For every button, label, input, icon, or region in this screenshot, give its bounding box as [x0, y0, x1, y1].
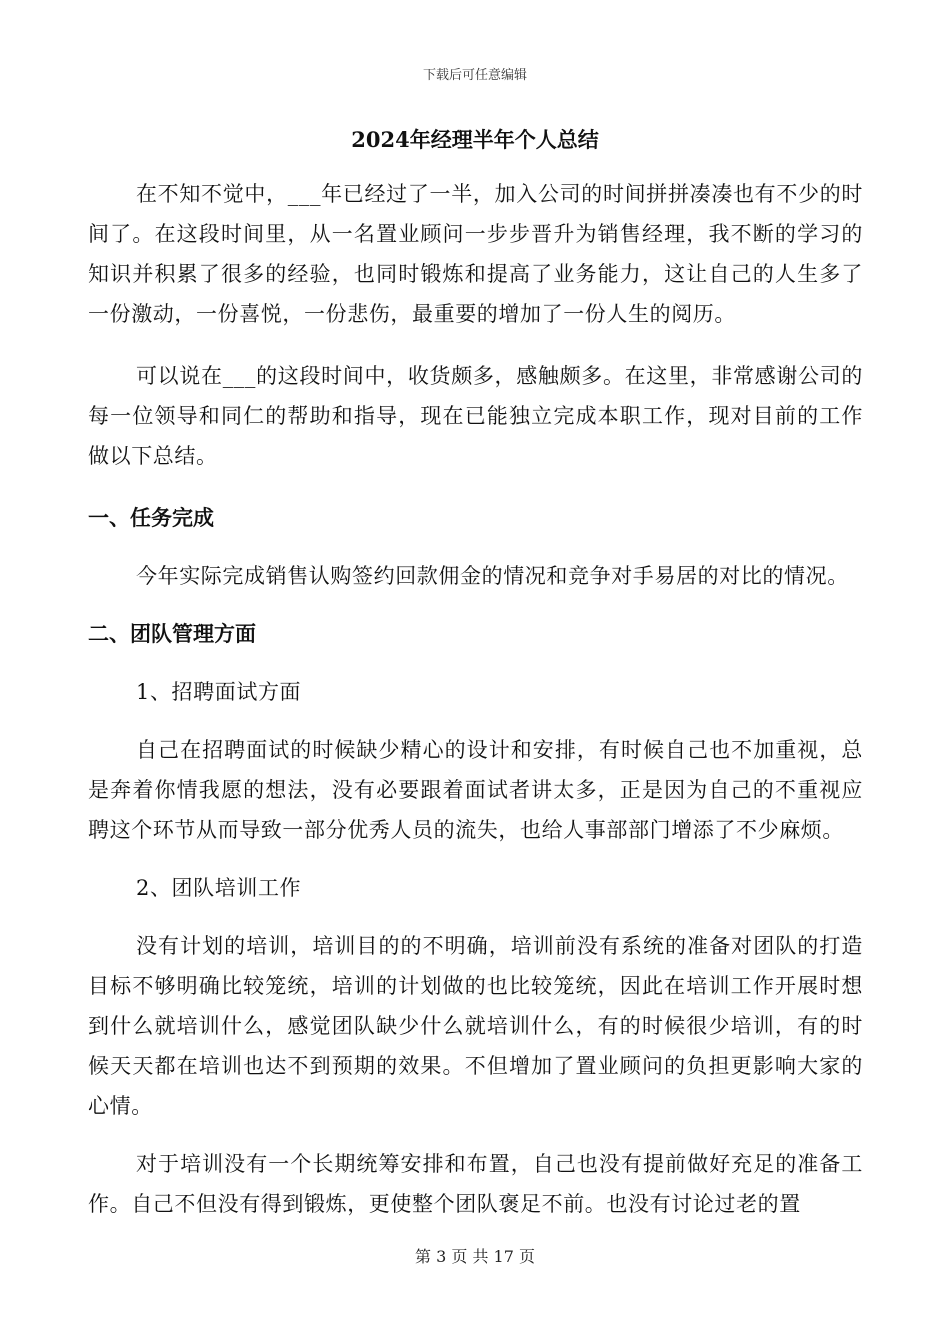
- intro-paragraph: 在不知不觉中，___年已经过了一半，加入公司的时间拼拼凑凑也有不少的时间了。在这段时间里，从一名置业顾问一步步晋升为销售经理，我不断的学习的知识并积累了很多的经验，也同时锻炼和提高了业务能力，这让自己的人生多了一份激动，一份喜悦，一份悲伤，最重要的增加了一份人生的阅历。: [88, 182, 863, 326]
- training-paragraph-2: 对于培训没有一个长期统筹安排和布置，自己也没有提前做好充足的准备工作。自己不但没有得到锻炼，更使整个团队褒足不前。也没有讨论过老的置: [88, 1152, 863, 1216]
- document-body: [88, 174, 863, 1224]
- section-heading-tasks: 一、任务完成: [88, 505, 214, 530]
- page-number: 第 3 页 共 17 页: [415, 1247, 535, 1266]
- page-header-note: 下载后可任意编辑: [422, 68, 527, 83]
- subheading-recruiting: 1、招聘面试方面: [136, 680, 302, 704]
- document-title: 2024年经理半年个人总结: [351, 127, 599, 152]
- training-paragraph-1: 没有计划的培训，培训目的的不明确，培训前没有系统的准备对团队的打造目标不够明确比较笼统，培训的计划做的也比较笼统，因此在培训工作开展时想到什么就培训什么，感觉团队缺少什么就培训什么，有的时候很少培训，有的时候天天都在培训也达不到预期的效果。不但增加了置业顾问的负担更影响大家的心情。: [88, 934, 863, 1118]
- recruiting-paragraph: 自己在招聘面试的时候缺少精心的设计和安排，有时候自己也不加重视，总是奔着你情我愿的想法，没有必要跟着面试者讲太多，正是因为自己的不重视应聘这个环节从而导致一部分优秀人员的流失，也给人事部部门增添了不少麻烦。: [88, 738, 863, 842]
- tasks-paragraph: 今年实际完成销售认购签约回款佣金的情况和竞争对手易居的对比的情况。: [136, 564, 849, 588]
- thanks-paragraph: 可以说在___的这段时间中，收货颇多，感触颇多。在这里，非常感谢公司的每一位领导和同仁的帮助和指导，现在已能独立完成本职工作，现对目前的工作做以下总结。: [88, 364, 863, 468]
- subheading-training: 2、团队培训工作: [136, 876, 302, 900]
- section-heading-team: 二、团队管理方面: [88, 621, 256, 646]
